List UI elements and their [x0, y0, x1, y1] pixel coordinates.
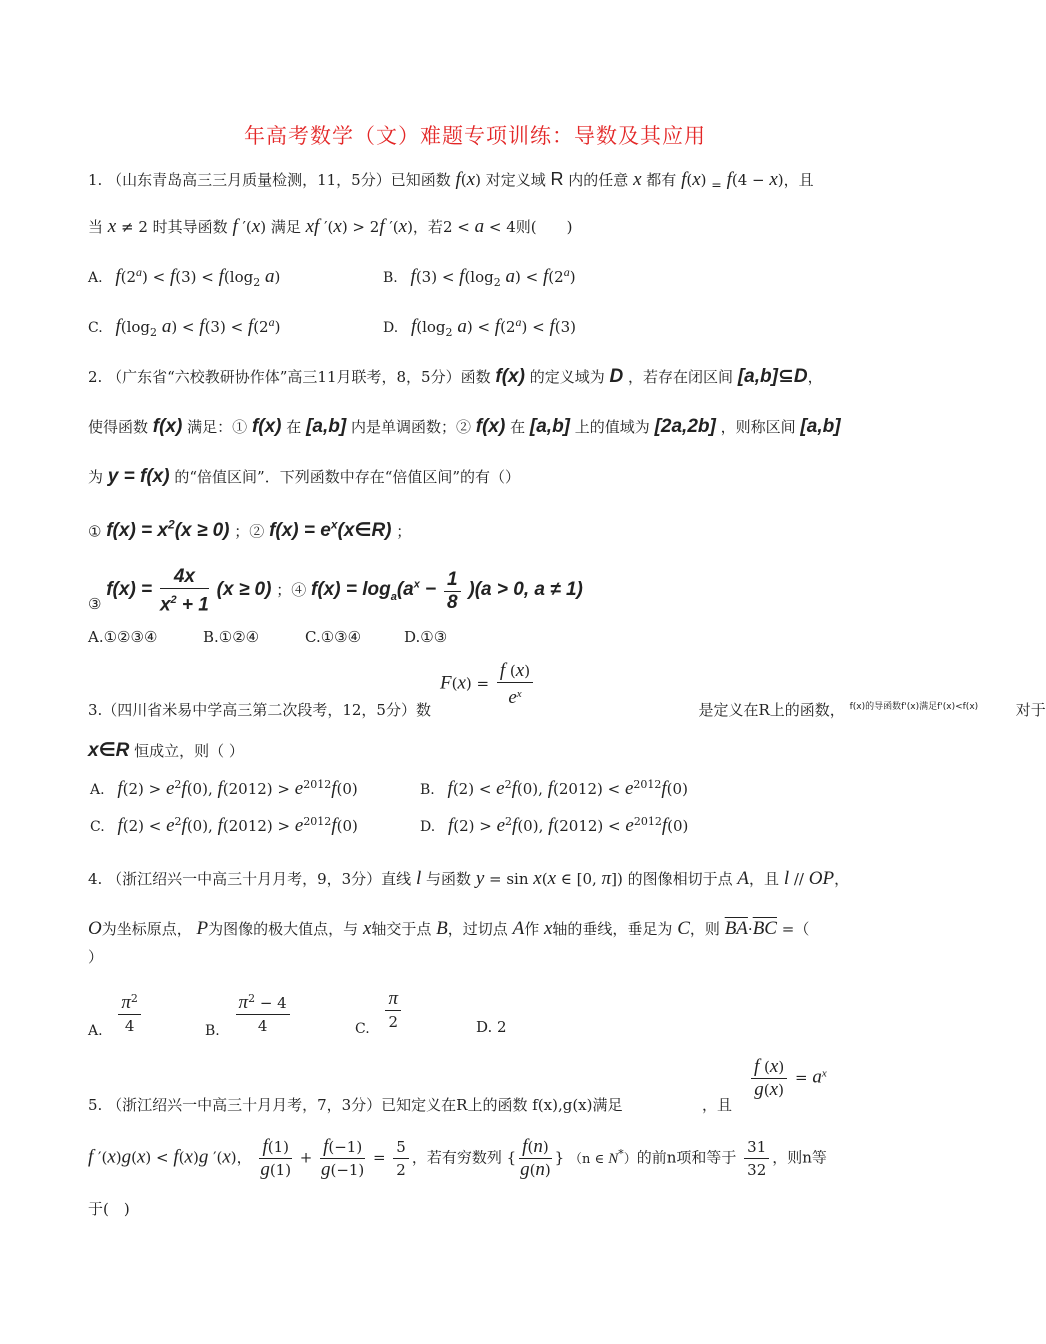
q1-option-c: C. $f(\log_2$ $a) < f(3) < f(2^a)$ [88, 315, 281, 339]
q5-formula-ratio: $\frac{f (x)}{g(x)}$ = $a^x$ [748, 1056, 827, 1101]
q2-functions-3-4: ③ f(x) = $\frac{4x}{x^2 + 1}$ (x ≥ 0) ；④ $f(x) = \log_a(a^x$ − $\frac{1}{8}$ )(a > 0, a ≠ 1) [88, 566, 583, 616]
q3-option-b: B. $f(2) < e^2f(0)$, $f(2012) < e^{2012}f(0)$ [420, 778, 688, 799]
q2-option-a: A.①②③④ [88, 628, 158, 646]
q4-line1: 4. （浙江绍兴一中高三十月月考，9，3分）直线 l 与函数 y = sin x(x ∈ [0, π]) 的图像相切于点 A，且 l // OP， [88, 868, 850, 889]
q2-line3: 为 y = f(x) 的“倍值区间”．下列函数中存在“倍值区间”的有（） [88, 466, 521, 487]
q1-option-b: B. $f(3) < f(\log_2$ $a) < f(2^a)$ [383, 265, 576, 289]
q5-line3: 于( ) [88, 1200, 130, 1218]
q1-line2: 当 x ≠ 2 时其导函数 f ′(x) 满足 xf ′(x) > 2f ′(x)，若2 < a < 4则( ) [88, 216, 573, 237]
q1-option-d: D. $f(\log_2$ $a) < f(2^a) < f(3)$ [383, 315, 576, 339]
q2-option-b: B.①②④ [203, 628, 260, 646]
q2-line2: 使得函数 f(x) 满足：① f(x) 在 [a,b] 内是单调函数；② f(x) 在 [a,b] 上的值域为 [2a,2b] ，则称区间 [a,b] [88, 416, 841, 437]
q1-option-a: A. $f(2^a) < f(3) < f(\log_2$ a) [88, 265, 281, 289]
q4-option-c: C. $\frac{\pi}{2}$ [355, 988, 404, 1037]
q5-line2: f ′(x)g(x) < f(x)g ′(x)， $\frac{f(1)}{g(1)}$ + $\frac{f(-1)}{g(-1)}$ = $\frac{5}{2}$ ，若有穷数列 { $\frac{f(n)}{g(n)}$ } （n ∈ N*）的前n项和等于 $\frac{31}{32}$ ，则n等 [88, 1136, 827, 1180]
q4-line3: ） [88, 948, 104, 966]
q4-option-b: B. $\frac{\pi^2 - 4}{4}$ [205, 988, 293, 1039]
q2-option-c: C.①③④ [305, 628, 362, 646]
q1-line1: 1. （山东青岛高三三月质量检测，11，5分）已知函数 f(x) 对定义域 R 内的任意 x 都有 f(x) $_=$ f(4 − x)，且 [88, 169, 814, 192]
q2-functions-1-2: ① $f(x) = x^2(x \ge 0)$ ；② $f(x) = e^x(x\in R)$ ； [88, 518, 412, 542]
q2-option-d: D.①③ [404, 628, 448, 646]
q2-line1: 2. （广东省“六校教研协作体”高三11月联考，8，5分）函数 f(x) 的定义域为 D ，若存在闭区间 [a,b]⊆D， [88, 366, 823, 387]
q3-line2: x∈R 恒成立，则（ ） [88, 740, 244, 761]
q3-option-a: A. $f(2) > e^2f(0)$, $f(2012) > e^{2012}f(0)$ [90, 778, 358, 799]
q4-option-d: D. 2 [476, 1018, 507, 1036]
q3-formula-F: F(x) = $\frac{f (x)}{e^x}$ [440, 660, 536, 709]
q5-line1: 5. （浙江绍兴一中高三十月月考，7，3分）已知定义在R上的函数 f(x),g(x)满足 ，且 [88, 1096, 733, 1114]
q3-option-d: D. $f(2) > e^2f(0)$, $f(2012) < e^{2012}f(0)$ [420, 815, 689, 836]
q3-line1: 3.（四川省米易中学高三第二次段考，12，5分）数 是定义在R上的函数， $^{f(x)的导函数f'(x)满足f'(x)<f(x)}$ 对于 [88, 701, 1046, 719]
q4-option-a: A. $\frac{\pi^2}{4}$ [88, 988, 144, 1039]
q4-line2: O为坐标原点， P为图像的极大值点，与 x轴交于点 B，过切点 A作 x轴的垂线，垂足为 C，则 $\overline{BA}\cdot\overline{BC}$ =（ [88, 918, 810, 939]
page-title: 年高考数学（文）难题专项训练：导数及其应用 [244, 124, 706, 148]
q3-option-c: C. $f(2) < e^2f(0)$, $f(2012) > e^{2012}f(0)$ [90, 815, 358, 836]
